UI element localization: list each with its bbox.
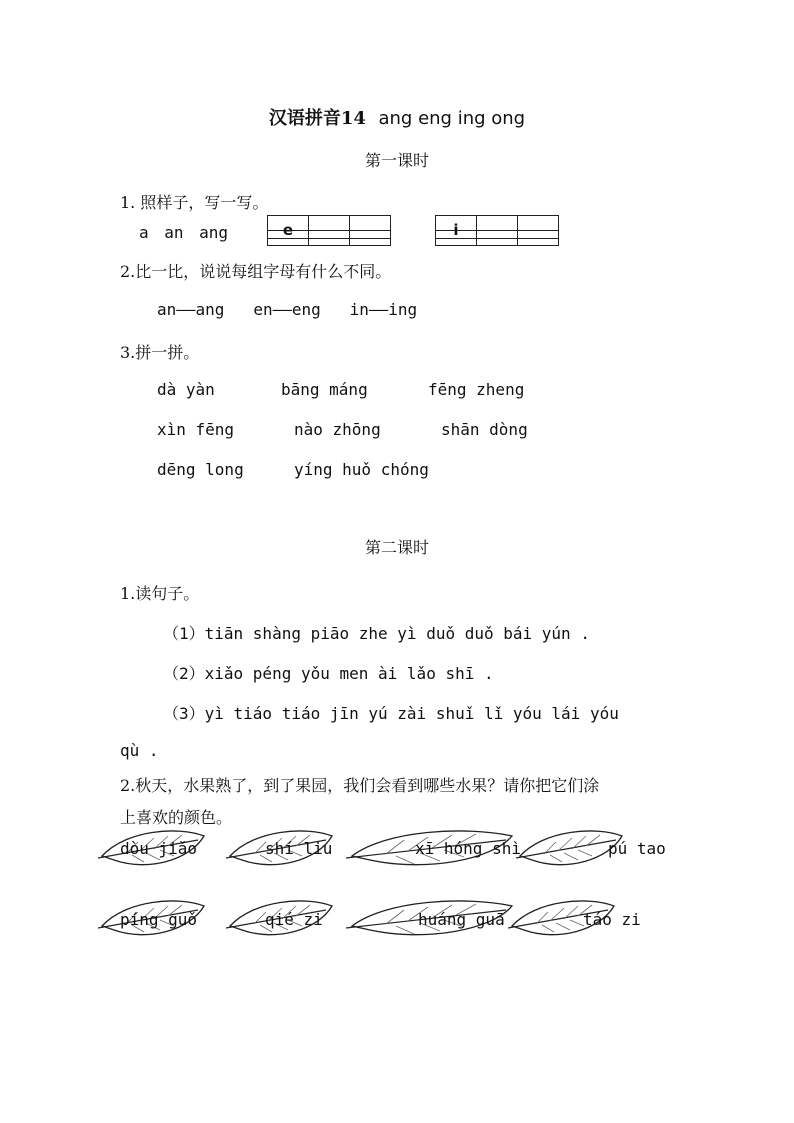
fruit-label: dòu jiǎo [120, 839, 198, 858]
l1-q1-example: a an ang [139, 223, 229, 242]
pinyin-word: yíng huǒ chóng [294, 460, 429, 479]
sentence-3: （3）yì tiáo tiáo jīn yú zài shuǐ lǐ yóu lái yóu [163, 704, 619, 723]
lesson1-heading: 第一课时 [364, 151, 429, 170]
fruit-label: huáng guā [418, 910, 505, 929]
pinyin-word: xìn fēng [157, 420, 235, 439]
pinyin-word: nào zhōng [294, 420, 381, 439]
pinyin-word: dēng long [157, 460, 244, 479]
pinyin-word: bāng máng [281, 380, 368, 399]
page-title [0, 104, 794, 130]
l1-q1-prompt: 1. 照样子，写一写。 [120, 193, 269, 212]
title-main: 汉语拼音14 [268, 108, 366, 129]
title-pinyin: ang eng ing ong [378, 108, 526, 129]
grid-letter-i: i [453, 221, 459, 239]
sentence-2: （2）xiǎo péng yǒu men ài lǎo shī . [163, 664, 494, 683]
l1-q3-prompt: 3.拼一拼。 [120, 343, 200, 362]
lesson2-heading: 第二课时 [364, 538, 429, 557]
fruit-label: pú tao [608, 839, 666, 858]
grid-cell[interactable] [349, 216, 390, 245]
grid-cell[interactable] [308, 216, 349, 245]
sentence-3-cont: qù . [120, 741, 159, 760]
fruit-label: shí liu [265, 839, 333, 858]
fruit-label: xī hóng shì [415, 839, 521, 858]
l2-q2-prompt-2: 上喜欢的颜色。 [120, 808, 233, 827]
fruit-label: táo zi [583, 910, 641, 929]
grid-letter-e: e [282, 221, 294, 239]
pinyin-word: shān dòng [441, 420, 528, 439]
sentence-1: （1）tiān shàng piāo zhe yì duǒ duǒ bái yún . [163, 624, 590, 643]
pinyin-word: fēng zheng [428, 380, 525, 399]
writing-grid-2[interactable] [435, 215, 559, 246]
grid-cell[interactable] [476, 216, 517, 245]
l1-q2-prompt: 2.比一比，说说每组字母有什么不同。 [120, 262, 392, 281]
l1-q2-pairs: an——ang en——eng in——ing [157, 300, 418, 319]
pinyin-word: dà yàn [157, 380, 215, 399]
l2-q2-prompt-1: 2.秋天，水果熟了，到了果园，我们会看到哪些水果？请你把它们涂 [120, 776, 600, 795]
writing-grid-1[interactable] [267, 215, 391, 246]
grid-cell[interactable] [517, 216, 558, 245]
grid-cell[interactable] [436, 216, 476, 245]
fruit-label: qié zi [265, 910, 323, 929]
grid-cell[interactable] [268, 216, 308, 245]
l2-q1-prompt: 1.读句子。 [120, 584, 200, 603]
fruit-label: píng guǒ [120, 910, 198, 929]
